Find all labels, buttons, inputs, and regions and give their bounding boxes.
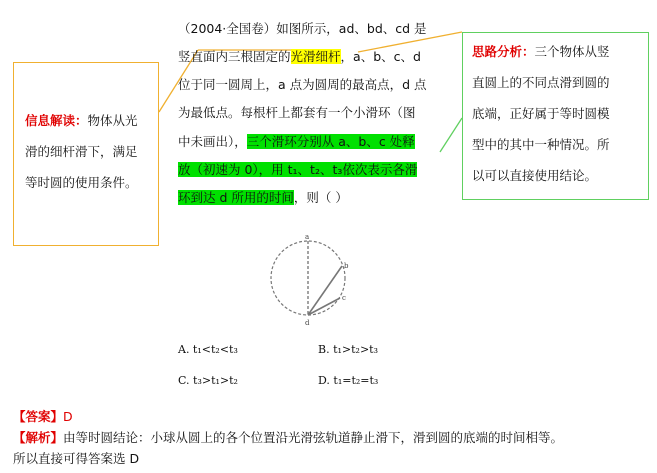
analysis-line: [13, 429, 563, 447]
analysis-callout-line-1: 思路分析：三个物体从竖: [472, 44, 610, 59]
option-b[interactable]: B. t₁>t₂>t₃: [318, 343, 379, 356]
analysis-callout: [462, 32, 649, 200]
info-callout: [13, 62, 159, 246]
highlight-smooth-rod: 光滑细杆: [290, 49, 341, 64]
analysis-callout-title: 思路分析：: [472, 44, 535, 59]
highlight-times: 放（初速为 0），用 t₁、t₂、t₃依次表示各滑: [178, 162, 418, 177]
label-c: c: [342, 294, 346, 302]
question-line-6: [178, 159, 417, 181]
info-callout-line-2: 滑的细杆滑下，满足: [25, 144, 138, 159]
question-line-5: 中未画出），三个滑环分别从 a、b、c 处释: [178, 134, 415, 149]
analysis-callout-line-4: 型中的其中一种情况。所: [472, 137, 610, 152]
analysis-callout-line-3: 底端，正好属于等时圆模: [472, 106, 610, 121]
label-a: a: [305, 233, 310, 241]
circle-figure: [262, 230, 358, 330]
rod-cd: [308, 298, 340, 315]
option-c[interactable]: C. t₃>t₁>t₂: [178, 374, 238, 387]
info-callout-line-1: 信息解读：物体从光: [25, 113, 138, 128]
rod-bd: [308, 266, 342, 315]
highlight-reach-d: 环到达 d 所用的时间: [178, 190, 294, 205]
question-line-7: 环到达 d 所用的时间，则（ ）: [178, 190, 348, 205]
answer-label: 【答案】: [13, 409, 64, 424]
question-line-3: 位于同一圆周上，a 点为圆周的最高点，d 点: [178, 77, 427, 92]
option-a[interactable]: A. t₁<t₂<t₃: [178, 343, 238, 356]
answer-value: D: [63, 409, 73, 424]
question-line-4: 为最低点。每根杆上都套有一个小滑环（图: [178, 105, 416, 120]
analysis-text: 由等时圆结论：小球从圆上的各个位置沿光滑弦轨道静止滑下，滑到圆的底端的时间相等。: [63, 430, 564, 445]
answer-line: [13, 408, 73, 426]
analysis-callout-line-5: 以可以直接使用结论。: [472, 168, 598, 183]
question-line-2: 竖直面内三根固定的光滑细杆，a、b、c、d: [178, 49, 421, 64]
analysis-label: 【解析】: [13, 430, 64, 445]
conclusion-line: 所以直接可得答案选 D: [13, 451, 140, 466]
info-callout-line-3: 等时圆的使用条件。: [25, 175, 138, 190]
label-b: b: [344, 262, 349, 270]
label-d: d: [305, 319, 310, 327]
info-callout-title: 信息解读：: [25, 113, 88, 128]
analysis-callout-line-2: 直圆上的不同点滑到圆的: [472, 75, 610, 90]
question-line-1: （2004·全国卷）如图所示，ad、bd、cd 是: [178, 21, 427, 36]
option-d[interactable]: D. t₁=t₂=t₃: [318, 374, 379, 387]
highlight-release: 三个滑环分别从 a、b、c 处释: [246, 134, 415, 149]
